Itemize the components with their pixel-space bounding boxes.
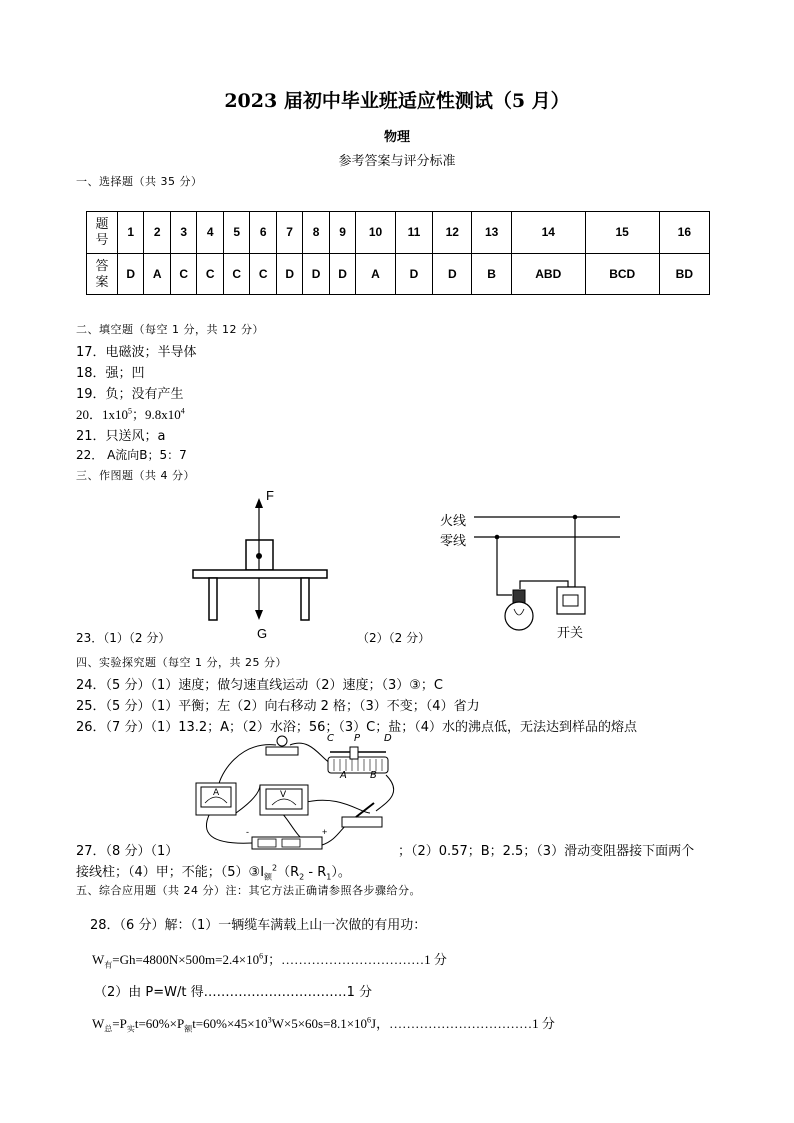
row-header-number <box>87 212 118 254</box>
knife-switch-icon <box>342 803 382 827</box>
subscript: 有 <box>104 960 113 970</box>
table-cell: 13 <box>472 212 511 254</box>
table-cell: 16 <box>659 212 709 254</box>
voltmeter-label: V <box>280 790 287 800</box>
text-part: W×5×60s=8.1×10 <box>271 1016 368 1031</box>
answer-27-mid: ；（2）0.57；B；2.5；（3）滑动变阻器接下面两个 <box>398 844 695 859</box>
section4-heading: 四、实验探究题（每空 1 分，共 25 分） <box>76 656 287 669</box>
bulb-icon <box>505 590 533 630</box>
answer-25: 25．（5 分）（1）平衡；左（2）向右移动 2 格；（3）不变；（4）省力 <box>76 699 480 714</box>
text-part: （R <box>277 865 300 880</box>
table-cell: D <box>303 253 329 295</box>
answer-18: 18．强；凹 <box>76 366 145 381</box>
table-cell: C <box>197 253 223 295</box>
table-cell: 12 <box>433 212 472 254</box>
text-part: W <box>92 952 105 967</box>
table-cell: B <box>472 253 511 295</box>
equation-2: （2）由 P=W/t 得……………………………1 分 <box>94 985 373 1000</box>
row-header-answer <box>87 253 118 295</box>
table-cell: D <box>118 253 144 295</box>
table-cell: D <box>433 253 472 295</box>
table-leg <box>301 578 309 620</box>
circuit-diagram <box>190 733 408 859</box>
text-part: J，……………………………1 分 <box>371 1016 555 1031</box>
answer-24: 24．（5 分）（1）速度；做匀速直线运动（2）速度；（3）③；C <box>76 678 443 693</box>
table-row <box>87 253 710 295</box>
superscript: 2 <box>272 863 278 873</box>
answer-table <box>86 211 710 295</box>
circuit-label-a: A <box>340 770 347 781</box>
subscript: 额 <box>184 1024 193 1034</box>
page-subtitle: 参考答案与评分标准 <box>338 154 456 169</box>
switch-label: 开关 <box>557 626 584 641</box>
subscript: 实 <box>126 1024 135 1034</box>
subscript: 额 <box>264 872 273 882</box>
section2-heading: 二、填空题（每空 1 分，共 12 分） <box>76 323 264 336</box>
table-top <box>193 570 327 578</box>
circuit-label-d: D <box>384 733 392 744</box>
force-label-f: F <box>266 488 274 503</box>
rheostat-icon <box>328 747 388 773</box>
table-cell: D <box>395 253 432 295</box>
text-part: - R <box>304 865 327 880</box>
answer-19: 19．负；没有产生 <box>76 387 184 402</box>
table-cell: BD <box>659 253 709 295</box>
superscript: 3 <box>267 1015 272 1025</box>
ammeter-label: A <box>213 788 220 798</box>
answer-20 <box>76 404 185 423</box>
answer-27-line2 <box>76 861 351 883</box>
table-cell: BCD <box>585 253 659 295</box>
text-part: =P <box>112 1016 127 1031</box>
exponent: 4 <box>180 406 185 416</box>
equation-1 <box>92 949 447 971</box>
neutral-wire-label: 零线 <box>440 534 467 549</box>
svg-text:-: - <box>246 827 249 837</box>
table-cell: 1 <box>118 212 144 254</box>
section5-heading: 五、综合应用题（共 24 分）注：其它方法正确请参照各步骤给分。 <box>76 884 421 897</box>
lamp-icon <box>266 736 298 755</box>
table-cell: 6 <box>250 212 276 254</box>
section3-heading: 三、作图题（共 4 分） <box>76 469 195 482</box>
subscript: 1 <box>326 872 332 882</box>
table-cell: ABD <box>511 253 585 295</box>
wiring-diagram <box>438 505 628 645</box>
table-cell: 2 <box>144 212 170 254</box>
center-point <box>256 553 262 559</box>
table-cell: 15 <box>585 212 659 254</box>
table-leg <box>209 578 217 620</box>
svg-text:+: + <box>322 827 328 837</box>
subject-label: 物理 <box>383 130 410 145</box>
table-cell: A <box>356 253 395 295</box>
table-cell: A <box>144 253 170 295</box>
table-cell: 7 <box>276 212 302 254</box>
battery-icon <box>246 827 327 849</box>
force-label-g: G <box>257 626 268 641</box>
text-part: W <box>92 1016 105 1031</box>
live-wire-label: 火线 <box>440 514 467 529</box>
superscript: 6 <box>259 951 264 961</box>
table-cell: 3 <box>170 212 196 254</box>
row1-label: 题 号 <box>95 216 109 248</box>
answer-23-part2: （2）（2 分） <box>357 631 431 645</box>
table-cell: 5 <box>223 212 249 254</box>
table-cell: 4 <box>197 212 223 254</box>
table-cell: D <box>276 253 302 295</box>
answer-27-start: 27．（8 分）（1） <box>76 844 179 859</box>
table-cell: 8 <box>303 212 329 254</box>
table-cell: 9 <box>329 212 355 254</box>
text-part: 接线柱；（4）甲；不能；（5）③I <box>76 865 265 880</box>
answer-23-part1: 23．（1）（2 分） <box>76 631 171 645</box>
answer-22: 22． A流向B；5：7 <box>76 448 187 462</box>
exponent: 5 <box>128 406 133 416</box>
table-cell: C <box>250 253 276 295</box>
table-cell: D <box>329 253 355 295</box>
page-title: 2023 届初中毕业班适应性测试（5 月） <box>224 90 570 112</box>
subscript: 2 <box>299 872 305 882</box>
table-cell: 14 <box>511 212 585 254</box>
table-cell: C <box>223 253 249 295</box>
table-cell: 11 <box>395 212 432 254</box>
text-part: =Gh=4800N×500m=2.4×10 <box>112 952 260 967</box>
text-part: ）。 <box>331 865 351 880</box>
answer-20-part-b: ；9.8x10 <box>132 407 181 422</box>
table-cell: 10 <box>356 212 395 254</box>
row2-label: 答 案 <box>95 257 109 289</box>
circuit-label-c: C <box>327 733 334 744</box>
answer-21: 21．只送风；a <box>76 429 166 444</box>
arrow-up-icon <box>255 498 263 508</box>
circuit-label-p: P <box>354 733 361 744</box>
answer-28-intro: 28．（6 分）解：（1）一辆缆车满载上山一次做的有用功： <box>90 918 427 933</box>
answer-17: 17．电磁波；半导体 <box>76 345 197 360</box>
superscript: 6 <box>367 1015 372 1025</box>
subscript: 总 <box>104 1024 113 1034</box>
arrow-down-icon <box>255 610 263 620</box>
force-diagram <box>188 484 338 644</box>
equation-3 <box>92 1013 555 1035</box>
table-cell: C <box>170 253 196 295</box>
text-part: J；……………………………1 分 <box>263 952 447 967</box>
table-row <box>87 212 710 254</box>
circuit-label-b: B <box>370 770 377 781</box>
text-part: t=60%×45×10 <box>192 1016 268 1031</box>
section1-heading: 一、选择题（共 35 分） <box>76 175 203 188</box>
answer-20-part-a: 20．1x10 <box>76 407 129 422</box>
answer-26: 26．（7 分）（1）13.2；A；（2）水浴；56；（3）C；盐；（4）水的沸点低，无法达到样品的熔点 <box>76 720 637 735</box>
text-part: t=60%×P <box>134 1016 185 1031</box>
